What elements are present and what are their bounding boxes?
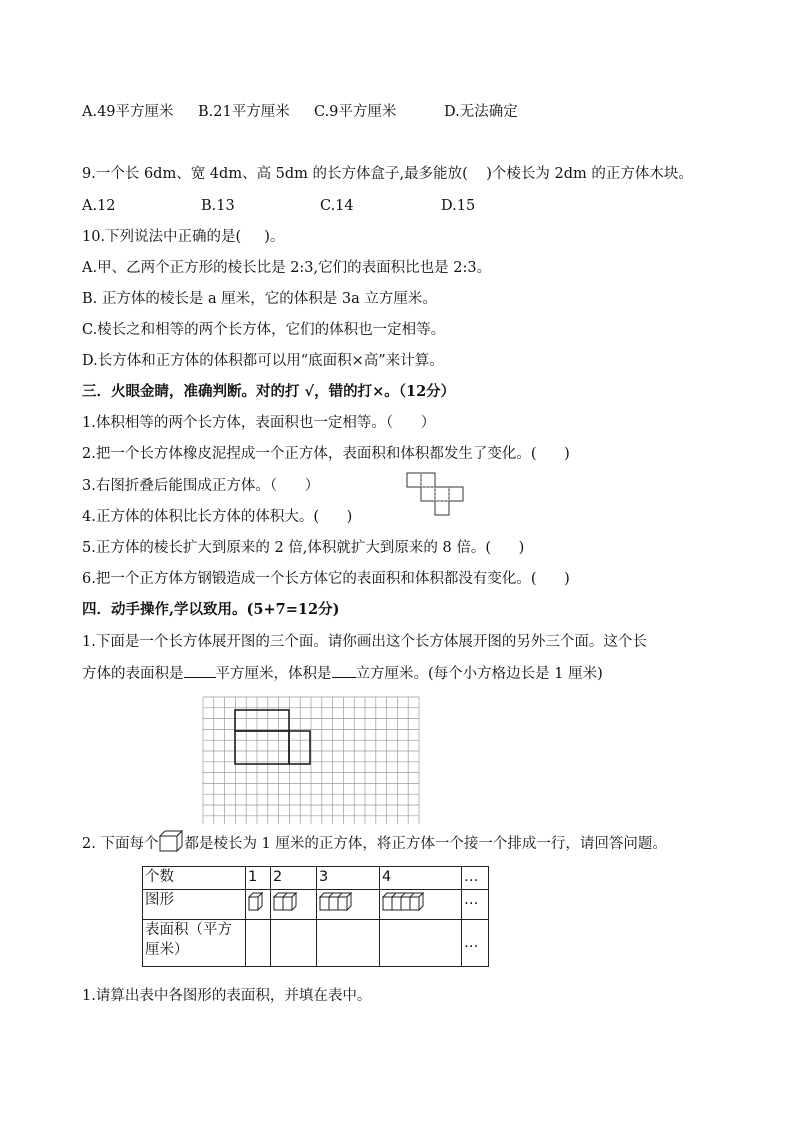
q10-option-a: A.甲、乙两个正方形的棱长比是 2:3,它们的表面积比也是 2:3。 [82,260,492,276]
shape-cell-2 [271,890,317,920]
q10-stem: 10.下列说法中正确的是( )。 [82,229,285,245]
cube-front-face [410,897,419,910]
table-row-shape [143,890,489,920]
area-answer-1[interactable] [246,920,271,967]
section4-title: 四．动手操作,学以致用。(5+7=12分) [82,601,340,618]
section3-item-6: 6.把一个正方体方钢锻造成一个长方体它的表面积和体积都没有变化。( ) [82,571,570,587]
shape-ellipsis: … [462,890,489,920]
q9-stem: 9.一个长 6dm、宽 4dm、高 5dm 的长方体盒子,最多能放( )个棱长为 2dm 的正方体木块。 [82,166,693,182]
count-1: 1 [246,867,271,890]
cube-net-figure [406,472,470,518]
q8-option-b: B.21平方厘米 [198,104,290,120]
shape-cell-1 [246,890,271,920]
row-label-count: 个数 [143,867,246,890]
volume-blank[interactable] [332,663,356,678]
q2-text-b: 都是棱长为 1 厘米的正方体，将正方体一个接一个排成一行，请回答问题。 [184,836,667,852]
row-label-shape: 图形 [143,890,246,920]
q9-option-b: B.13 [201,198,235,214]
cube-top-face [320,893,351,897]
section3-title: 三．火眼金睛，准确判断。对的打 √，错的打×。（12分） [82,383,456,400]
section3-item-3: 3.右图折叠后能围成正方体。（ ） [82,478,320,494]
cube-front-face [249,897,258,910]
row-label-area: 表面积（平方厘米） [143,920,246,967]
q9-option-c: C.14 [320,198,354,214]
q10-option-d: D.长方体和正方体的体积都可以用“底面积×高”来计算。 [82,353,444,369]
net-face-side [289,731,310,764]
cube-row-3 [319,892,352,911]
table-row-count [143,867,489,890]
shape-cell-4 [380,890,462,920]
cube-row-2 [273,892,297,911]
q10-option-c: C.棱长之和相等的两个长方体，它们的体积也一定相等。 [82,322,446,338]
surface-area-blank[interactable] [184,663,216,678]
cube-table [142,866,489,967]
shape-cell-3 [317,890,380,920]
q1-text-a: 方体的表面积是 [82,666,184,682]
q1-text-b: 平方厘米，体积是 [215,666,332,682]
table-row-area [143,920,489,967]
area-answer-3[interactable] [317,920,380,967]
grid-figure [202,696,420,824]
cube-front-face [274,897,283,910]
q8-option-a: A.49平方厘米 [82,104,174,120]
section4-q2 [82,834,667,854]
q9-option-a: A.12 [82,198,116,214]
section3-item-1: 1.体积相等的两个长方体，表面积也一定相等。（ ） [82,415,436,431]
q8-option-d: D.无法确定 [444,104,518,120]
section4-q1-line1: 1.下面是一个长方体展开图的三个面。请你画出这个长方体展开图的另外三个面。这个长 [82,634,647,650]
count-4: 4 [380,867,462,890]
count-2: 2 [271,867,317,890]
cube-front-face [392,897,401,910]
cube-front-face [320,897,329,910]
q9-option-d: D.15 [441,198,476,214]
area-answer-4[interactable] [380,920,462,967]
count-3: 3 [317,867,380,890]
cube-front-face [401,897,410,910]
area-answer-2[interactable] [271,920,317,967]
area-ellipsis: … [462,920,489,967]
net-face-top [235,710,289,731]
cube-icon [159,830,183,852]
cube-front-face [283,897,292,910]
section3-item-2: 2.把一个长方体橡皮泥捏成一个正方体，表面积和体积都发生了变化。( ) [82,446,570,462]
section4-sub1: 1.请算出表中各图形的表面积，并填在表中。 [82,988,372,1004]
cube-row-1 [248,892,263,911]
q10-option-b: B. 正方体的棱长是 a 厘米，它的体积是 3a 立方厘米。 [82,291,437,307]
cube-row-4 [382,892,424,911]
cube-front-face [338,897,347,910]
section4-q1-line2 [82,663,603,684]
q8-option-c: C.9平方厘米 [314,104,397,120]
section3-item-4: 4.正方体的体积比长方体的体积大。( ) [82,509,353,525]
q2-text-a: 2. 下面每个 [82,836,159,852]
section3-item-5: 5.正方体的棱长扩大到原来的 2 倍,体积就扩大到原来的 8 倍。( ) [82,540,525,556]
net-face-front [235,731,289,764]
cube-front-face [383,897,392,910]
count-ellipsis: … [462,867,489,890]
cube-front-face [329,897,338,910]
q1-text-c: 立方厘米。(每个小方格边长是 1 厘米) [355,666,603,682]
